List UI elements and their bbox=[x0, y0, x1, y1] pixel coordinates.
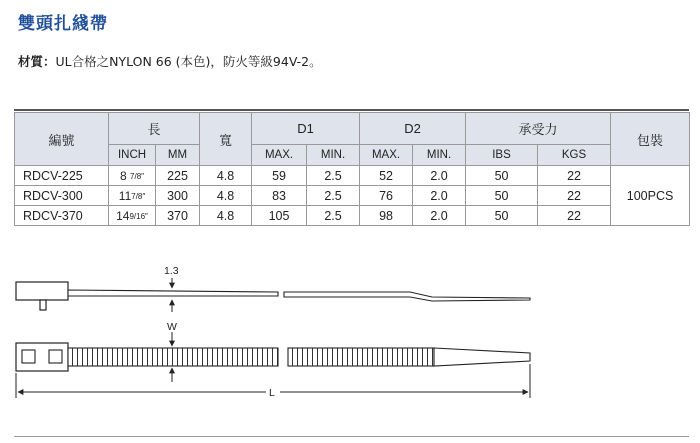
cell-mm: 300 bbox=[156, 186, 200, 206]
thickness-label: 1.3 bbox=[164, 265, 179, 277]
cell-d2-max: 76 bbox=[360, 186, 413, 206]
header-kgs: KGS bbox=[538, 145, 611, 166]
bottom-rule bbox=[14, 436, 689, 437]
header-d1-min: MIN. bbox=[307, 145, 360, 166]
cell-d1-min: 2.5 bbox=[307, 206, 360, 226]
cell-mm: 370 bbox=[156, 206, 200, 226]
spec-table bbox=[14, 112, 690, 226]
top-view-tail bbox=[434, 348, 530, 366]
cell-inch bbox=[109, 186, 156, 206]
cell-d2-min: 2.0 bbox=[413, 166, 466, 186]
cell-kgs: 22 bbox=[538, 166, 611, 186]
header-tensile: 承受力 bbox=[466, 113, 611, 145]
side-view-pawl bbox=[40, 300, 46, 310]
length-label: L bbox=[269, 387, 275, 399]
cell-mm: 225 bbox=[156, 166, 200, 186]
material-text: UL合格之NYLON 66 (本色)，防火等級94V-2。 bbox=[55, 54, 322, 69]
header-length-inch: INCH bbox=[109, 145, 156, 166]
cell-d2-max: 98 bbox=[360, 206, 413, 226]
table-row bbox=[15, 206, 690, 226]
material-line bbox=[18, 52, 322, 70]
cell-width: 4.8 bbox=[200, 166, 252, 186]
side-view bbox=[16, 265, 530, 312]
cell-kgs: 22 bbox=[538, 206, 611, 226]
length-dimension bbox=[16, 364, 530, 399]
header-d1-max: MAX. bbox=[252, 145, 307, 166]
cable-tie-diagram bbox=[0, 260, 700, 410]
inch-whole: 14 bbox=[116, 208, 130, 223]
top-view bbox=[16, 321, 530, 382]
top-view-strap-right bbox=[288, 348, 434, 366]
header-length-mm: MM bbox=[156, 145, 200, 166]
cell-package: 100PCS bbox=[611, 166, 690, 226]
side-view-strap-right bbox=[284, 292, 530, 301]
cell-d1-max: 105 bbox=[252, 206, 307, 226]
cell-model: RDCV-225 bbox=[15, 166, 109, 186]
table-row bbox=[15, 166, 690, 186]
cell-width: 4.8 bbox=[200, 206, 252, 226]
cell-model: RDCV-300 bbox=[15, 186, 109, 206]
cell-lbs: 50 bbox=[466, 206, 538, 226]
material-label: 材質： bbox=[18, 54, 56, 69]
header-code: 編號 bbox=[15, 113, 109, 166]
inch-fraction: 9/16″ bbox=[129, 211, 148, 221]
header-length: 長 bbox=[109, 113, 200, 145]
cell-width: 4.8 bbox=[200, 186, 252, 206]
side-view-head bbox=[16, 282, 68, 300]
cell-d1-min: 2.5 bbox=[307, 166, 360, 186]
cell-d2-min: 2.0 bbox=[413, 206, 466, 226]
inch-fraction: 7/8″ bbox=[130, 171, 144, 181]
cell-d1-min: 2.5 bbox=[307, 186, 360, 206]
cell-lbs: 50 bbox=[466, 166, 538, 186]
header-width: 寬 bbox=[200, 113, 252, 166]
page-title: 雙頭扎綫帶 bbox=[18, 14, 108, 34]
cell-lbs: 50 bbox=[466, 186, 538, 206]
cell-model: RDCV-370 bbox=[15, 206, 109, 226]
top-view-strap-left bbox=[68, 348, 278, 366]
header-d2: D2 bbox=[360, 113, 466, 145]
header-d2-min: MIN. bbox=[413, 145, 466, 166]
table-row bbox=[15, 186, 690, 206]
header-package: 包裝 bbox=[611, 113, 690, 166]
cell-d2-max: 52 bbox=[360, 166, 413, 186]
inch-whole: 8 bbox=[120, 168, 127, 183]
cell-d1-max: 59 bbox=[252, 166, 307, 186]
header-lbs: IBS bbox=[466, 145, 538, 166]
cell-inch bbox=[109, 166, 156, 186]
cell-kgs: 22 bbox=[538, 186, 611, 206]
header-d2-max: MAX. bbox=[360, 145, 413, 166]
cell-d1-max: 83 bbox=[252, 186, 307, 206]
head-slot-right bbox=[49, 350, 62, 363]
cell-inch bbox=[109, 206, 156, 226]
inch-fraction: 7/8″ bbox=[131, 191, 146, 201]
side-view-strap-left bbox=[68, 290, 278, 296]
header-d1: D1 bbox=[252, 113, 360, 145]
inch-whole: 11 bbox=[118, 188, 132, 203]
table-top-rule bbox=[14, 109, 689, 111]
cell-d2-min: 2.0 bbox=[413, 186, 466, 206]
width-label: W bbox=[167, 321, 177, 333]
head-slot-left bbox=[22, 350, 35, 363]
